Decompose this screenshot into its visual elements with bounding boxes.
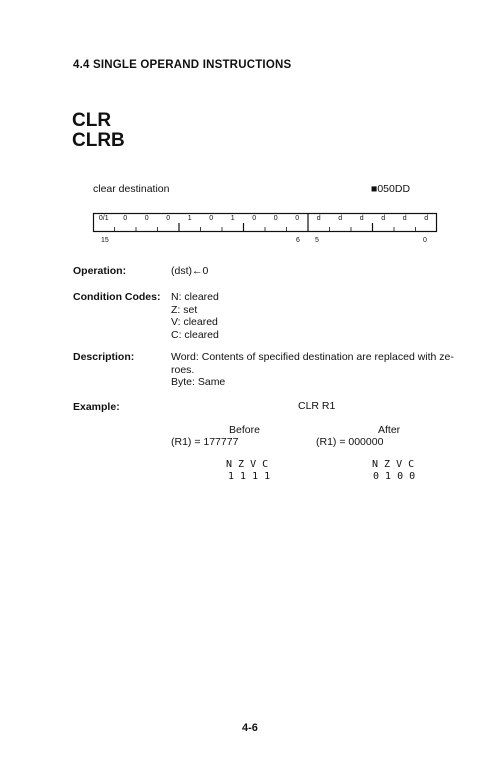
page-number: 4-6: [242, 722, 258, 734]
after-flags: 0 1 0 0: [373, 471, 416, 482]
condition-code-v: V: cleared: [171, 316, 218, 328]
bit-cell: 0: [144, 215, 149, 222]
section-title: 4.4 SINGLE OPERAND INSTRUCTIONS: [73, 59, 292, 71]
before-label: Before: [229, 424, 260, 436]
description-line-2: roes.: [171, 363, 195, 376]
bit-cell: 0: [295, 215, 300, 222]
condition-codes-list: [171, 291, 219, 341]
bit-label-0: 0: [423, 237, 427, 244]
description-line-1: Word: Contents of specified destination are replaced with ze-: [171, 351, 454, 363]
bit-cell: d: [359, 215, 364, 222]
bit-cell: 1: [230, 215, 235, 222]
bit-label-6: 6: [296, 237, 300, 244]
after-flags-header: N Z V C: [372, 459, 415, 470]
operation-label: Operation:: [73, 265, 127, 277]
bit-label-15: 15: [101, 237, 109, 244]
description-label: Description:: [73, 351, 135, 363]
condition-codes-label: Condition Codes:: [73, 291, 161, 303]
bit-cell: 0/1: [98, 215, 109, 222]
bit-cell: 0: [123, 215, 128, 222]
mnemonic-word: CLR: [72, 110, 112, 131]
bit-cell: d: [338, 215, 343, 222]
condition-code-n: N: cleared: [171, 291, 219, 303]
description-text: [171, 351, 454, 389]
condition-code-c: C: cleared: [171, 328, 219, 341]
mnemonic-byte: CLRB: [72, 130, 125, 151]
before-flags-header: N Z V C: [226, 459, 269, 470]
instruction-name: clear destination: [93, 183, 170, 195]
operation-value: (dst)←0: [171, 265, 209, 277]
bit-cell: 0: [166, 215, 171, 222]
bit-cell: d: [424, 215, 429, 222]
description-line-3: Byte: Same: [171, 376, 226, 388]
bit-label-5: 5: [315, 237, 319, 244]
before-value: (R1) = 177777: [171, 436, 239, 448]
opcode: ■050DD: [371, 183, 411, 195]
example-label: Example:: [73, 401, 120, 413]
example-instruction: CLR R1: [298, 400, 336, 412]
after-value: (R1) = 000000: [316, 436, 384, 448]
bit-cell: 0: [252, 215, 257, 222]
bit-cell: 0: [209, 215, 214, 222]
bit-cell: 0: [273, 215, 278, 222]
bit-cell: d: [316, 215, 321, 222]
bit-cell: d: [402, 215, 407, 222]
before-flags: 1 1 1 1: [228, 471, 271, 482]
bit-cell: 1: [187, 215, 192, 222]
condition-code-z: Z: set: [171, 303, 198, 316]
after-label: After: [378, 424, 401, 436]
bit-layout-diagram: [93, 213, 437, 244]
bit-cell: d: [381, 215, 386, 222]
